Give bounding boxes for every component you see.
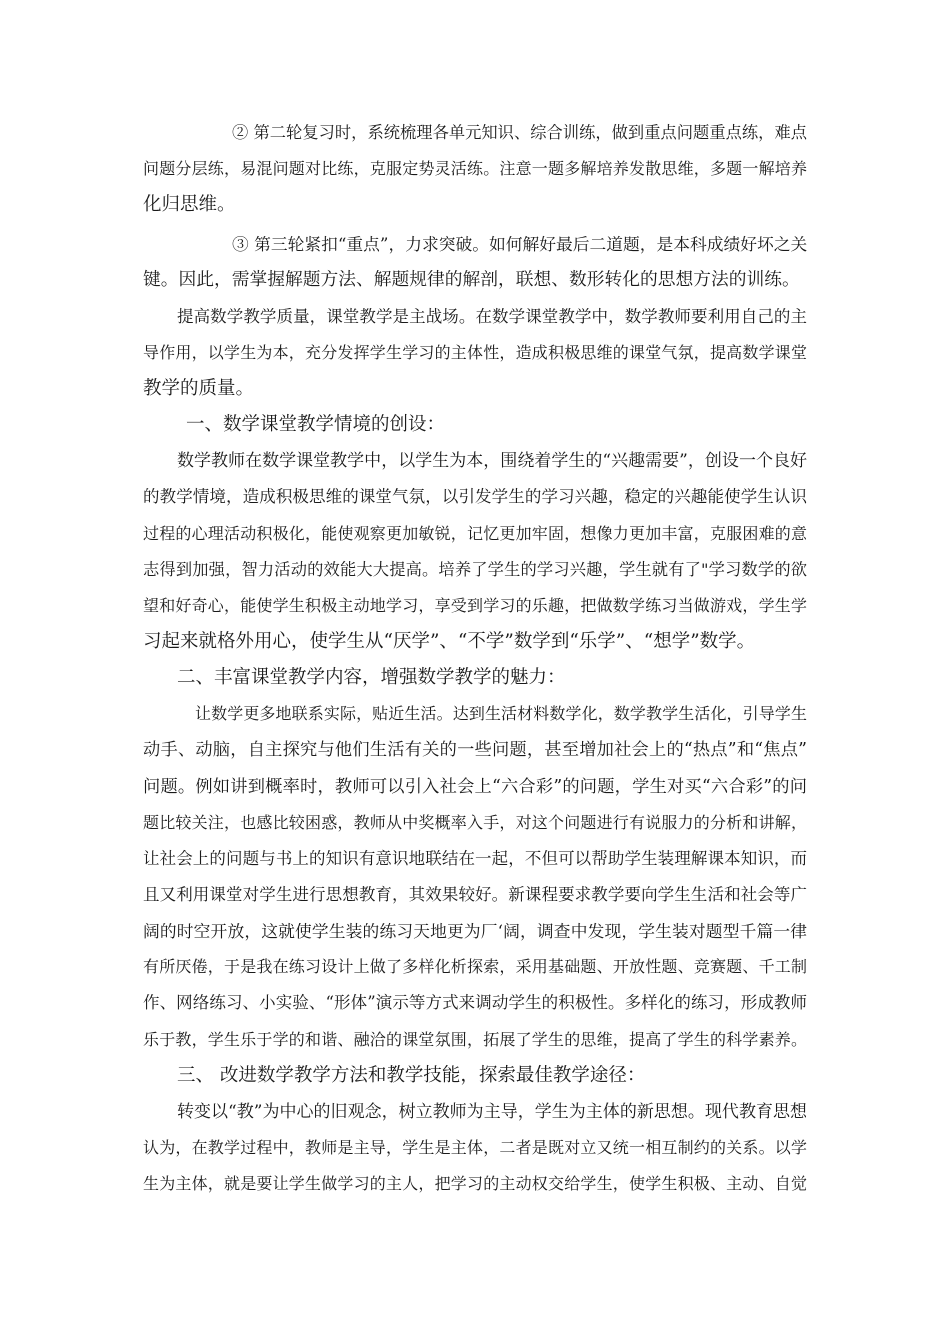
section-heading: 三、 改进数学教学方法和教学技能，探索最佳教学途径： bbox=[177, 1065, 646, 1086]
text-line: 导作用，以学生为本，充分发挥学生学习的主体性，造成积极思维的课堂气氛，提高数学课堂 bbox=[143, 343, 807, 362]
text-line: 让社会上的问题与书上的知识有意识地联结在一起，不但可以帮助学生装理解课本知识，而 bbox=[143, 849, 807, 868]
text-line: 化归思维。 bbox=[143, 194, 236, 215]
text-line: 作、网络练习、小实验、“形体”演示等方式来调动学生的积极性。多样化的练习，形成教师 bbox=[143, 993, 807, 1012]
text-line: 志得到加强，智力活动的效能大大提高。培养了学生的学习兴趣，学生就有了"学习数学的欲 bbox=[143, 560, 807, 579]
section-heading: 一、数学课堂教学情境的创设： bbox=[186, 414, 446, 435]
text-line: 让数学更多地联系实际，贴近生活。达到生活材料数学化，数学教学生活化，引导学生 bbox=[195, 704, 807, 723]
text-line: 认为，在教学过程中，教师是主导，学生是主体，二者是既对立又统一相互制约的关系。以学 bbox=[143, 1138, 807, 1157]
text-line: 题比较关注，也感比较困惑，教师从中奖概率入手，对这个问题进行有说服力的分析和讲解， bbox=[143, 813, 807, 832]
text-line: 且又利用课堂对学生进行思想教育，其效果较好。新课程要求教学要向学生生活和社会等广 bbox=[143, 885, 807, 904]
text-line: 的教学情境，造成积极思维的课堂气氛，以引发学生的学习兴趣，稳定的兴趣能使学生认识 bbox=[143, 487, 807, 506]
text-line: 生为主体，就是要让学生做学习的主人，把学习的主动权交给学生，使学生积极、主动、自觉 bbox=[143, 1174, 807, 1193]
text-line: 阔的时空开放，这就使学生装的练习天地更为厂‘阔，调查中发现，学生装对题型千篇一律 bbox=[143, 921, 807, 941]
text-line: 习起来就格外用心，使学生从“厌学”、“不学”数学到“乐学”、“想学”数学。 bbox=[143, 631, 756, 652]
text-line: 过程的心理活动积极化，能使观察更加敏锐，记忆更加牢固，想像力更加丰富，克服困难的意 bbox=[143, 524, 807, 543]
text-line: 提高数学教学质量，课堂教学是主战场。在数学课堂教学中，数学教师要利用自己的主 bbox=[177, 307, 807, 326]
text-line: 教学的质量。 bbox=[143, 378, 255, 399]
text-line: 键。因此，需掌握解题方法、解题规律的解剖，联想、数形转化的思想方法的训练。 bbox=[143, 270, 800, 290]
text-line: ③ 第三轮紧扣“重点”，力求突破。如何解好最后二道题，是本科成绩好坏之关 bbox=[232, 234, 808, 254]
text-line: 动手、动脑，自主探究与他们生活有关的一些问题，甚至增加社会上的“热点”和“焦点” bbox=[143, 740, 807, 760]
text-line: 转变以“教”为中心的旧观念，树立教师为主导，学生为主体的新思想。现代教育思想 bbox=[177, 1102, 807, 1122]
text-line: ② 第二轮复习时，系统梳理各单元知识、综合训练，做到重点问题重点练，难点 bbox=[232, 123, 807, 142]
text-line: 问题分层练，易混问题对比练，克服定势灵活练。注意一题多解培养发散思维，多题一解培养 bbox=[143, 159, 807, 178]
text-line: 有所厌倦，于是我在练习设计上做了多样化析探索，采用基础题、开放性题、竞赛题、千工制 bbox=[143, 957, 807, 976]
text-line: 乐于教，学生乐于学的和谐、融洽的课堂氛围，拓展了学生的思维，提高了学生的科学素养。 bbox=[143, 1030, 807, 1049]
text-line: 问题。例如讲到概率时，教师可以引入社会上“六合彩”的问题，学生对买“六合彩”的问 bbox=[143, 777, 807, 797]
text-line: 望和好奇心，能使学生积极主动地学习，享受到学习的乐趣，把做数学练习当做游戏，学生学 bbox=[143, 596, 807, 615]
section-heading: 二、丰富课堂教学内容，增强数学教学的魅力： bbox=[177, 667, 566, 688]
text-line: 数学教师在数学课堂教学中，以学生为本，围绕着学生的“兴趣需要”，创设一个良好 bbox=[177, 451, 807, 471]
